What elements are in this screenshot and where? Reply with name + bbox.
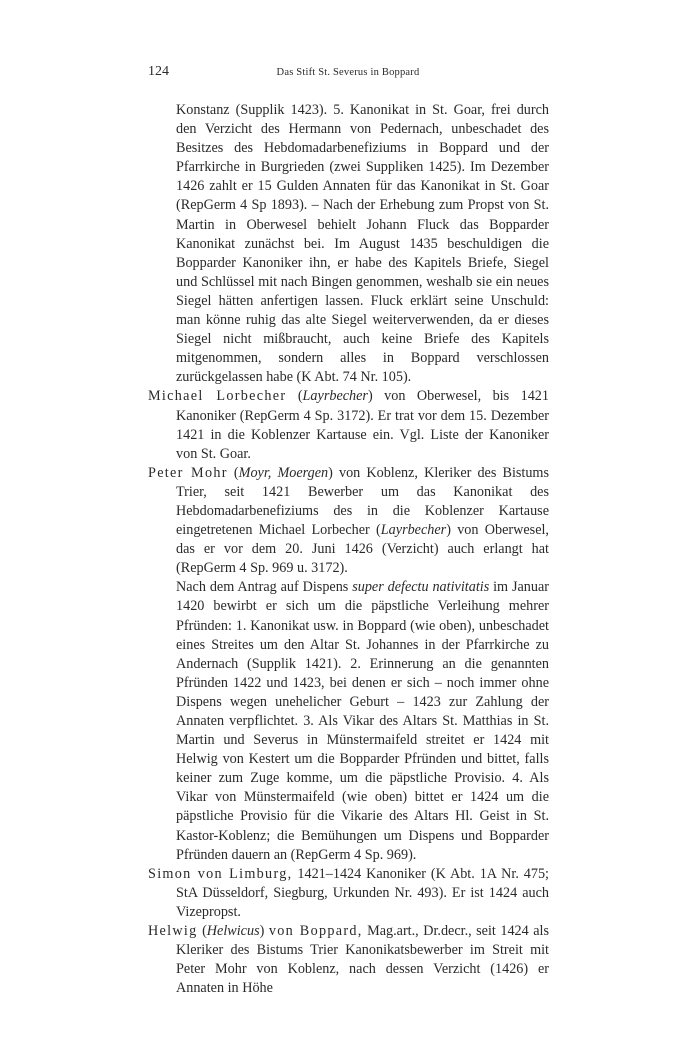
entry-alias: Helwicus [206, 923, 260, 940]
entry-mohr: Peter Mohr (Moyr, Moergen) von Koblenz, Kleriker des Bistums Trier, seit 1421 Bewerber um das Kanonikat des Hebdomadarbenefiziums des in die Koblenzer Kartause eingetretenen Michael Lorbecher (Layrbecher) von Oberwesel, das er vor dem 20. Juni 1426 (Verzicht) auch erlangt hat (RepGerm 4 Sp. 969 u. 3172). [148, 464, 549, 577]
entry-name: von Boppard, [268, 923, 363, 940]
entry-alias: Moyr, Moergen [238, 464, 329, 481]
entry-helwig: Helwig (Helwicus) von Boppard, Mag.art., Dr.decr., seit 1424 als Kleriker des Bistums Trier Kanonikatsbewerber im Streit mit Peter Mohr von Koblenz, nach dessen Verzicht (1426) er Annaten in Höhe [148, 923, 549, 997]
entry-alias: Layrbecher [380, 522, 447, 539]
entry-text: Nach dem Antrag auf Dispens [176, 579, 349, 596]
running-title: Das Stift St. Severus in Boppard [276, 67, 420, 78]
entry-text: 1421–1424 Kanoniker (K Abt. 1A Nr. 475; StA Düsseldorf, Siegburg, Urkunden Nr. 493). Er ist 1424 auch Vizepropst. [176, 865, 549, 920]
entry-mohr-details [148, 578, 549, 864]
entry-name: Simon von Limburg, [148, 865, 293, 882]
entry-name: Helwig [148, 923, 198, 940]
latin-phrase: super defectu nativitatis [352, 579, 490, 596]
page-header [148, 64, 548, 84]
entry-lorbecher: Michael Lorbecher (Layrbecher) von Oberwesel, bis 1421 Kanoniker (RepGerm 4 Sp. 3172). Er trat vor dem 15. Dezember 1421 in die Koblenzer Kartause ein. Vgl. Liste der Kanoniker von St. Goar. [148, 388, 549, 462]
body-text [148, 101, 549, 998]
entry-text: von Oberwesel, bis 1421 Kanoniker (RepGerm 4 Sp. 3172). Er trat vor dem 15. Dezember 1421 in die Koblenzer Kartause ein. Vgl. Liste der Kanoniker von St. Goar. [176, 388, 549, 462]
entry-text: von Oberwesel, das er vor dem 20. Juni 1426 (Verzicht) auch erlangt hat (RepGerm 4 Sp. 969 u. 3172). [176, 522, 549, 577]
entry-text: von Koblenz, Kleriker des Bistums Trier, seit 1421 Bewerber um das Kanonikat des Hebdomadarbenefiziums des in die Koblenzer Kartause eingetretenen Michael Lorbecher [176, 464, 549, 539]
entry-name: Peter Mohr [148, 464, 228, 481]
paragraph-continuation: Konstanz (Supplik 1423). 5. Kanonikat in St. Goar, frei durch den Verzicht des Hermann von Pedernach, unbeschadet des Besitzes des Hebdomadarbenefiziums in Boppard und der Pfarrkirche in Burgrieden (zwei Suppliken 1425). Im Dezember 1426 zahlt er 15 Gulden Annaten für das Kanonikat in St. Goar (RepGerm 4 Sp 1893). – Nach der Erhebung zum Propst von St. Martin in Oberwesel behielt Johann Fluck das Bopparder Kanonikat zunächst bei. Im August 1435 beschuldigen die Bopparder Kanoniker ihn, er habe des Kapitels Briefe, Siegel und Schlüssel mit nach Bingen genommen, weshalb sie ein neues Siegel hätten anfertigen lassen. Fluck erklärt seine Unschuld: man könne ruhig das alte Siegel weiterverwenden, da er dieses Siegel nicht mißbraucht, auch keine Briefe des Kapitels mitgenommen, sondern alles in Boppard verschlossen zurückgelassen habe (K Abt. 74 Nr. 105). [176, 102, 549, 386]
entry-text: Mag.art., Dr.decr., seit 1424 als Kleriker des Bistums Trier Kanonikatsbewerber im Streit mit Peter Mohr von Koblenz, nach dessen Verzicht (1426) er Annaten in Höhe [176, 923, 549, 997]
entry-alias: Layrbecher [302, 388, 368, 405]
entry-limburg [148, 865, 549, 922]
entry-name: Michael Lorbecher [148, 388, 287, 405]
entry-text: im Januar 1420 bewirbt er sich um die päpstliche Verleihung mehrer Pfründen: 1. Kanonikat usw. in Boppard (wie oben), unbeschadet eines Streites um den Altar St. Johannes in der Pfarrkirche zu Andernach (Supplik 1421). 2. Erinnerung an die genannten Pfründen 1422 und 1423, bei denen er sich – noch immer ohne Dispens wegen unehelicher Geburt – 1423 zur Zahlung der Annaten verpflichtet. 3. Als Vikar des Altars St. Matthias in St. Martin und Severus in Münstermaifeld streitet er 1424 mit Helwig von Kestert um die Bopparder Pfründen und bittet, falls keiner zum Zuge komme, um die päpstliche Provisio. 4. Als Vikar von Münstermaifeld (wie oben) bittet er 1424 um die päpstliche Provisio für die Vikarie des Altars Hl. Geist in St. Kastor-Koblenz; die Bemühungen um Dispens und Bopparder Pfründen dauern an (RepGerm 4 Sp. 969). [176, 579, 549, 863]
page-number: 124 [148, 64, 169, 79]
